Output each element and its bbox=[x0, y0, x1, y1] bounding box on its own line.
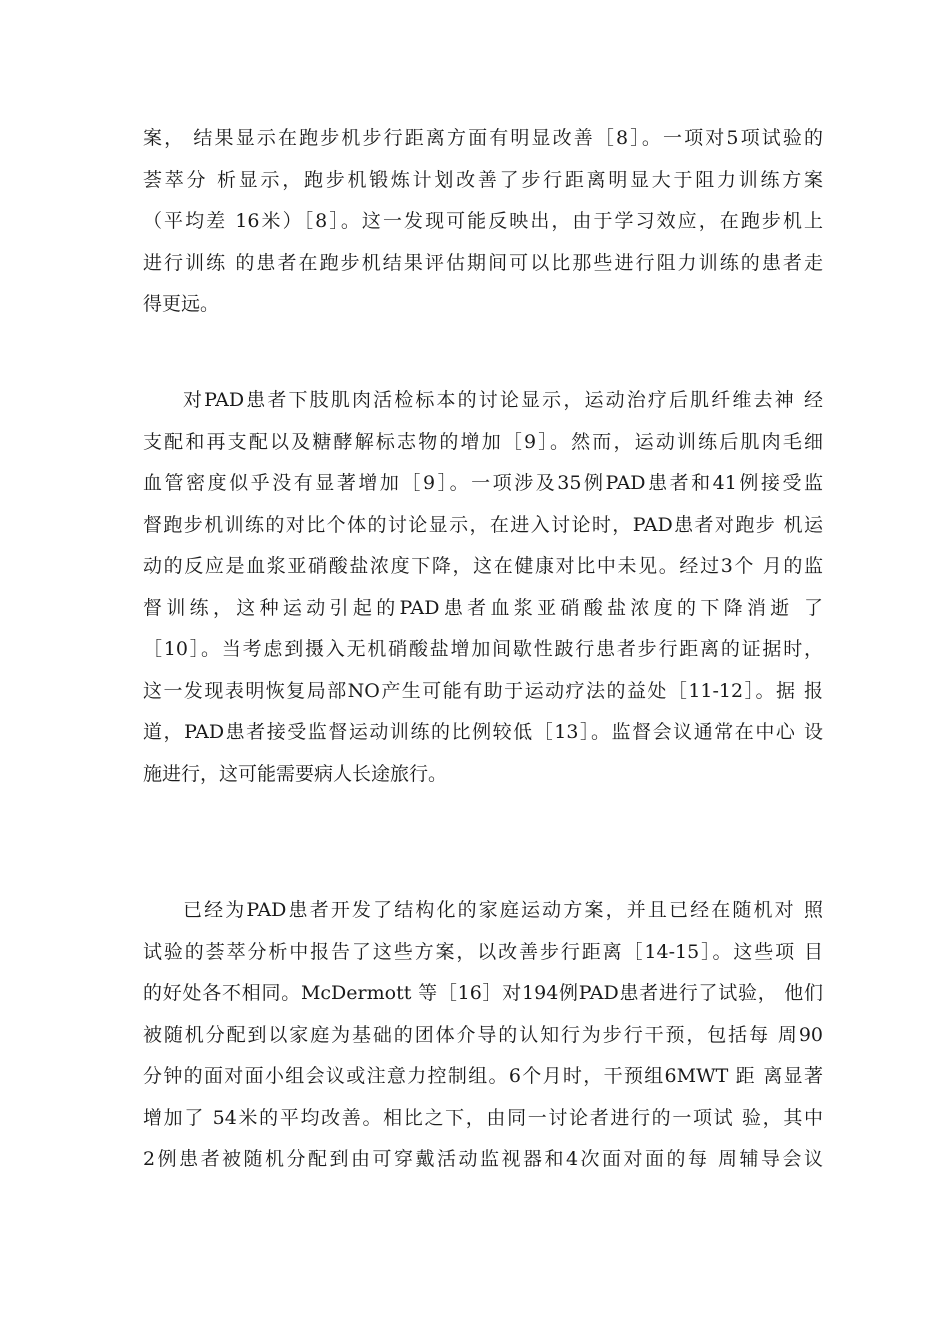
text-line: 督跑步机训练的对比个体的讨论显示，在进入讨论时，PAD患者对跑步 机运 bbox=[143, 513, 823, 536]
text-line: 增加了 54米的平均改善。相比之下，由同一讨论者进行的一项试 验，其中 bbox=[143, 1106, 823, 1129]
text-line: 进行训练 的患者在跑步机结果评估期间可以比那些进行阻力训练的患者走 bbox=[143, 251, 823, 274]
paragraph-2 bbox=[143, 380, 823, 795]
text-line: 动的反应是血浆亚硝酸盐浓度下降，这在健康对比中未见。经过3个 月的监 bbox=[143, 555, 823, 577]
text-line: 道，PAD患者接受监督运动训练的比例较低［13］。监督会议通常在中心 设 bbox=[143, 721, 823, 743]
paragraph-1 bbox=[143, 118, 823, 326]
text-line: ［10］。当考虑到摄入无机硝酸盐增加间歇性跛行患者步行距离的证据时， bbox=[143, 638, 823, 660]
text-line: 督训练，这种运动引起的PAD患者血浆亚硝酸盐浓度的下降消逝 了 bbox=[143, 596, 823, 619]
text-line: 施进行，这可能需要病人长途旅行。 bbox=[143, 762, 448, 785]
text-line: 荟萃分 析显示，跑步机锻炼计划改善了步行距离明显大于阻力训练方案 bbox=[143, 168, 823, 191]
text-line: 这一发现表明恢复局部NO产生可能有助于运动疗法的益处［11-12］。据 报 bbox=[143, 679, 823, 702]
text-line: 试验的荟萃分析中报告了这些方案，以改善步行距离［14-15］。这些项 目 bbox=[143, 940, 823, 963]
text-line: 的好处各不相同。McDermott 等［16］对194例PAD患者进行了试验， 他们 bbox=[143, 982, 823, 1004]
text-line: 被随机分配到以家庭为基础的团体介导的认知行为步行干预，包括每 周90 bbox=[143, 1023, 823, 1046]
text-line: 2例患者被随机分配到由可穿戴活动监视器和4次面对面的每 周辅导会议 bbox=[143, 1148, 823, 1170]
text-line: 血管密度似乎没有显著增加［9］。一项涉及35例PAD患者和41例接受监 bbox=[143, 472, 823, 494]
text-line: 已经为PAD患者开发了结构化的家庭运动方案，并且已经在随机对 照 bbox=[183, 899, 823, 921]
text-line: 分钟的面对面小组会议或注意力控制组。6个月时，干预组6MWT 距 离显著 bbox=[143, 1065, 823, 1087]
text-line: 案， 结果显示在跑步机步行距离方面有明显改善［8］。一项对5项试验的 bbox=[143, 127, 823, 149]
text-line: （平均差 16米）［8］。这一发现可能反映出，由于学习效应，在跑步机上 bbox=[143, 210, 823, 232]
text-line: 支配和再支配以及糖酵解标志物的增加［9］。然而，运动训练后肌肉毛细 bbox=[143, 430, 823, 453]
text-line: 得更远。 bbox=[143, 293, 220, 315]
text-line: 对PAD患者下肢肌肉活检标本的讨论显示，运动治疗后肌纤维去神 经 bbox=[183, 389, 823, 411]
paragraph-3 bbox=[143, 890, 823, 1181]
